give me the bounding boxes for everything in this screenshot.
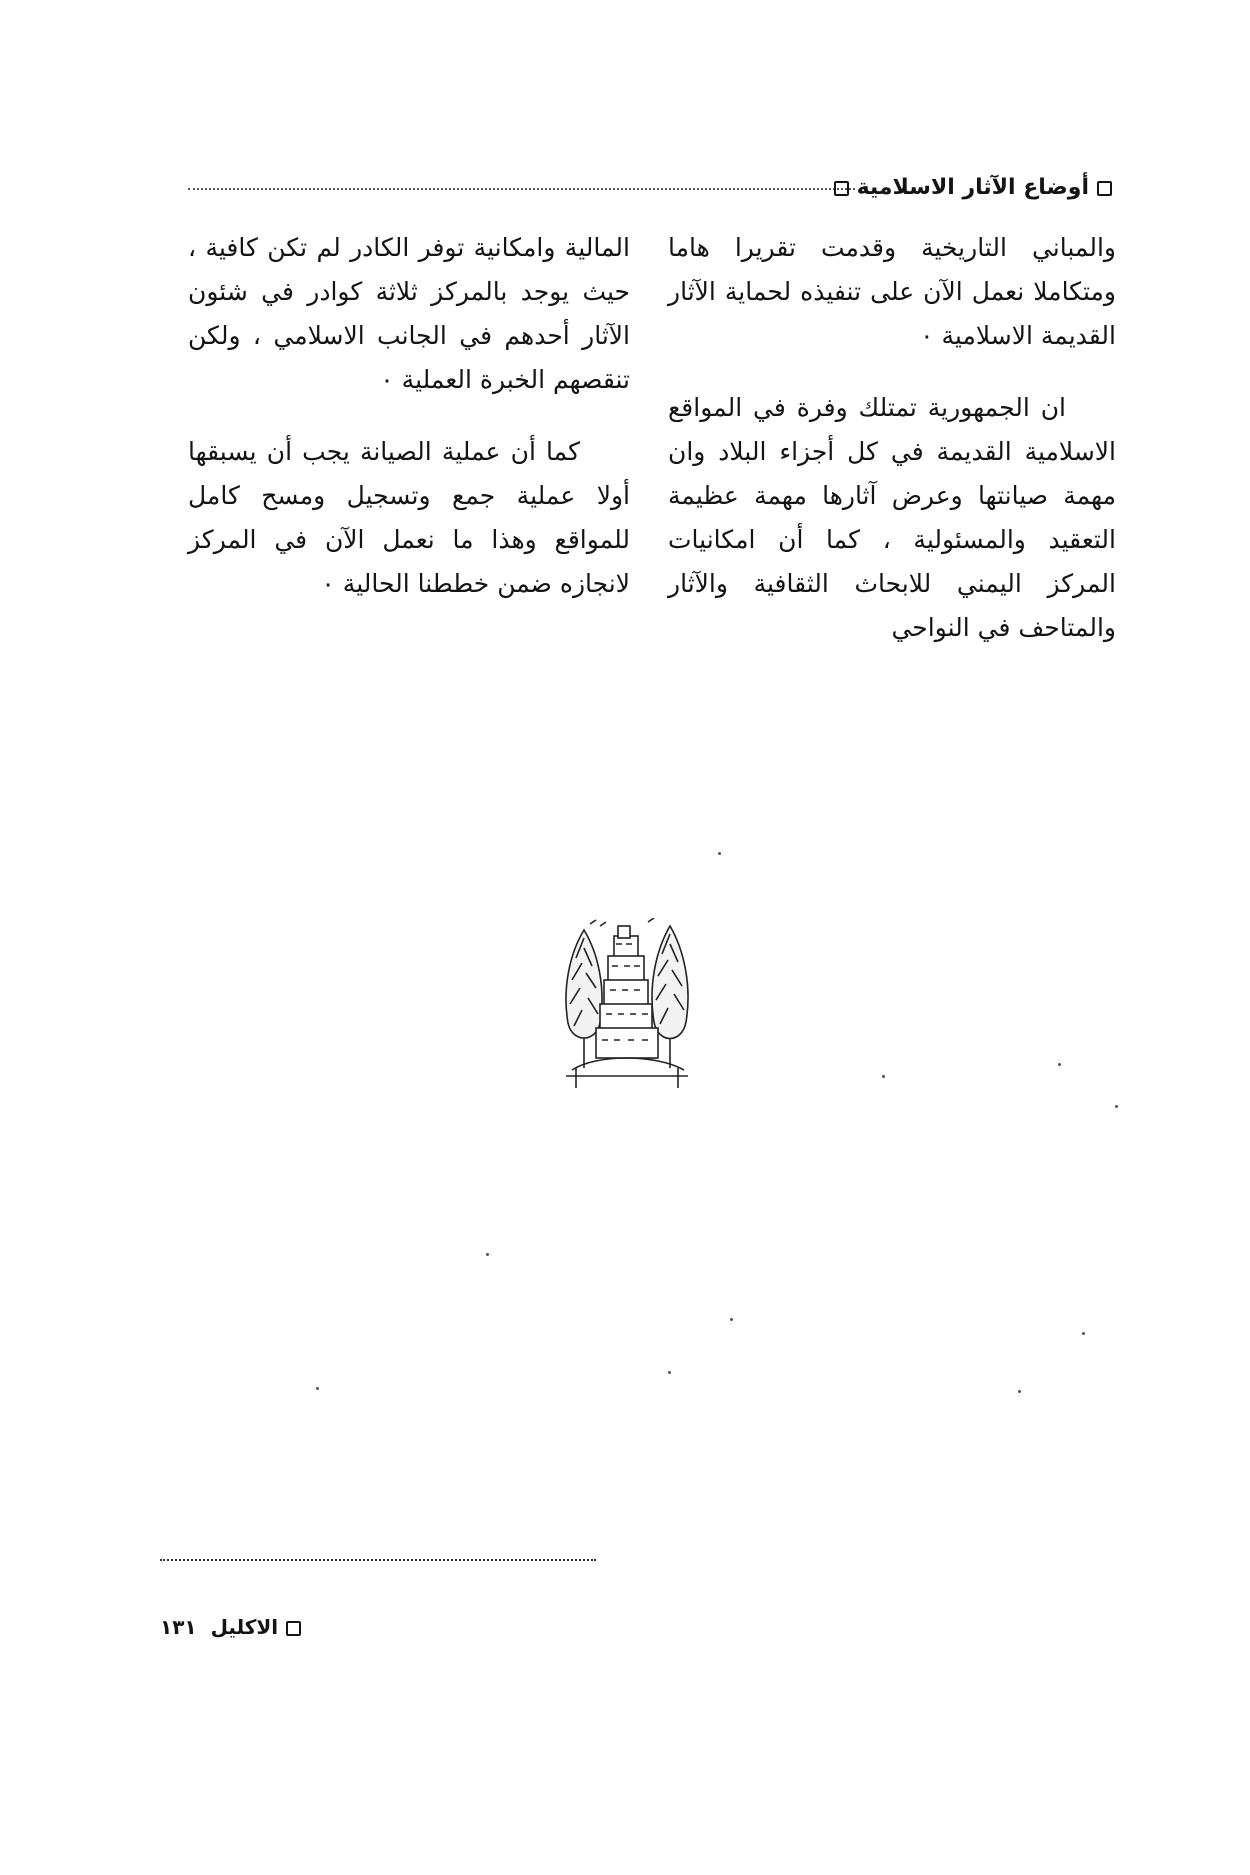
print-speck [1058, 1063, 1061, 1066]
magazine-name: الاكليل [210, 1615, 279, 1639]
paragraph: ان الجمهورية تمتلك وفرة في المواقع الاسلامية القديمة في كل أجزاء البلاد وان مهمة صيانتها وعرض آثارها مهمة عظيمة التعقيد والمسئولية ، كما أن امكانيات المركز اليمني للابحاث الثقافية والآثار والمتاحف في النواحي [668, 393, 1116, 642]
print-speck [486, 1253, 489, 1256]
print-speck [1018, 1390, 1021, 1393]
paragraph: المالية وامكانية توفر الكادر لم تكن كافية ، حيث يوجد بالمركز ثلاثة كوادر في شئون الآثار أحدهم في الجانب الاسلامي ، ولكن تنقصهم الخبرة العملية ٠ [188, 233, 630, 394]
paragraph: والمباني التاريخية وقدمت تقريرا هاما ومتكاملا نعمل الآن على تنفيذه لحماية الآثار القديمة الاسلامية ٠ [668, 233, 1116, 350]
square-bullet-icon [286, 1621, 301, 1636]
page-footer [160, 1612, 309, 1642]
right-column [668, 226, 1116, 650]
square-bullet-icon [1097, 181, 1112, 196]
print-speck [668, 1371, 671, 1374]
square-bullet-icon [834, 181, 849, 196]
print-speck [730, 1318, 733, 1321]
running-header [188, 172, 1120, 212]
paragraph: كما أن عملية الصيانة يجب أن يسبقها أولا عملية جمع وتسجيل ومسح كامل للمواقع وهذا ما نعمل الآن في المركز لانجازه ضمن خططنا الحالية ٠ [188, 437, 630, 598]
page-number: ١٣١ [160, 1615, 197, 1639]
print-speck [316, 1387, 319, 1390]
footer-dotted-rule [160, 1559, 596, 1561]
header-title: أوضاع الآثار الاسلامية [856, 175, 1089, 200]
print-speck [882, 1075, 885, 1078]
print-speck [1082, 1332, 1085, 1335]
print-speck [1115, 1105, 1118, 1108]
left-column [188, 226, 630, 606]
header-title-group [826, 172, 1120, 204]
city-trees-emblem-icon [556, 918, 698, 1098]
print-speck [718, 852, 721, 855]
header-dotted-rule [188, 188, 855, 190]
